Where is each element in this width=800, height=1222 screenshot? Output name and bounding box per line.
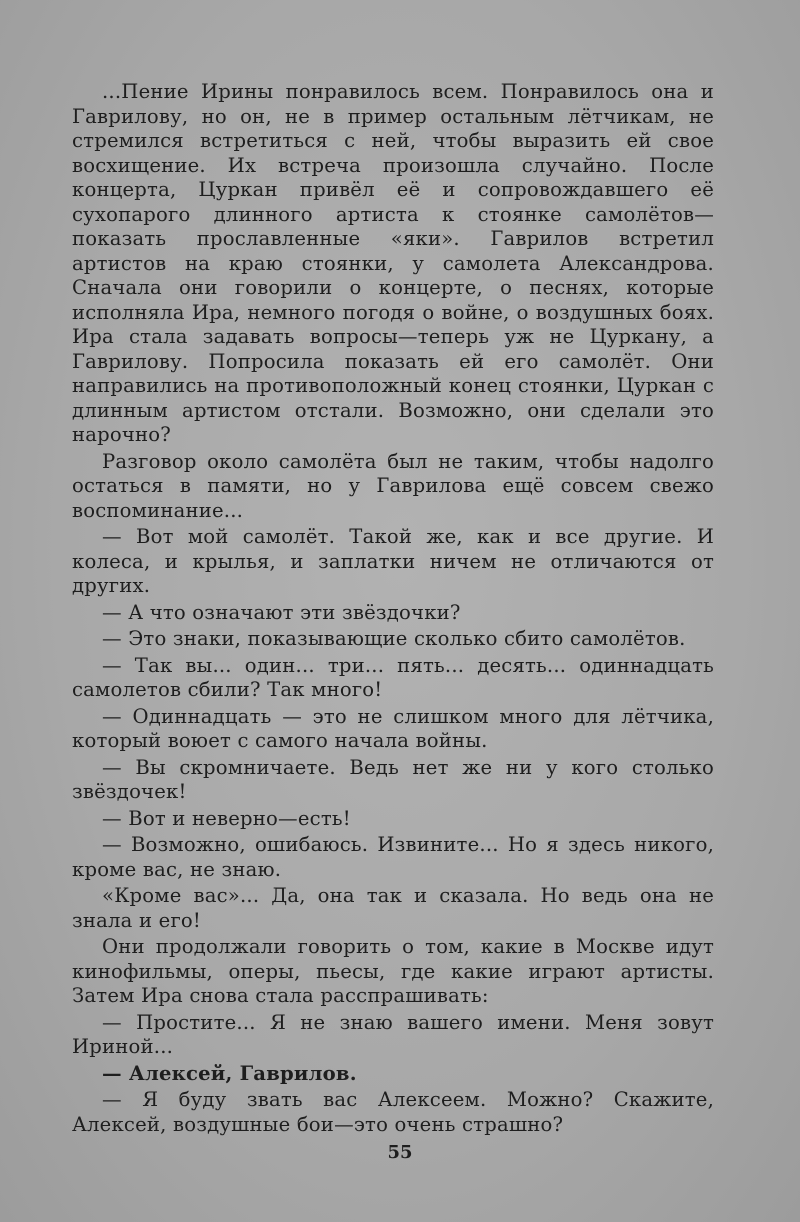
- paragraph: — Возможно, ошибаюсь. Извините... Но я здесь никого, кроме вас, не знаю.: [72, 833, 714, 881]
- paragraph: — А что означают эти звёздочки?: [102, 600, 461, 624]
- paragraph: — Это знаки, показывающие сколько сбито самолётов.: [102, 627, 686, 650]
- paragraph: — Вот мой самолёт. Такой же, как и все другие. И колеса, и крылья, и заплатки ничем не отличаются от других.: [72, 525, 714, 597]
- paragraph: — Простите... Я не знаю вашего имени. Меня зовут Ириной...: [72, 1010, 714, 1058]
- paragraph: — Одиннадцать — это не слишком много для лётчика, который воюет с самого начала войны.: [72, 704, 714, 752]
- paragraph: — Так вы... один... три... пять... десять... одиннадцать самолетов сбили? Так много!: [72, 653, 714, 701]
- paragraph: «Кроме вас»... Да, она так и сказала. Но ведь она не знала и его!: [72, 884, 714, 932]
- paragraph: ...Пение Ирины понравилось всем. Понравилось она и Гаврилову, но он, не в пример остальным лётчикам, не стремился встретиться с ней, чтобы выразить ей свое восхищение. Их встреча произошла случайно. После концерта, Цуркан привёл её и сопровождавшего её сухопарого длинного артиста к стоянке самолётов—показать прославленные «яки». Гаврилов встретил артистов на краю стоянки, у самолета Александрова. Сначала они говорили о концерте, о песнях, которые исполняла Ира, немного погодя о войне, о воздушных боях. Ира стала задавать вопросы—теперь уж не Цуркану, а Гаврилову. Попросила показать ей его самолёт. Они направились на противоположный конец стоянки, Цуркан с длинным артистом отстали. Возможно, они сделали это нарочно?: [72, 80, 714, 446]
- page-body-text: [72, 80, 714, 1137]
- paragraph: — Алексей, Гаврилов.: [102, 1061, 357, 1085]
- paragraph: Разговор около самолёта был не таким, чтобы надолго остаться в памяти, но у Гаврилова ещё совсем свежо воспоминание...: [72, 449, 714, 522]
- paragraph: — Вы скромничаете. Ведь нет же ни у кого столько звёздочек!: [72, 755, 714, 803]
- paragraph: Они продолжали говорить о том, какие в Москве идут кинофильмы, оперы, пьесы, где какие играют артисты. Затем Ира снова стала расспрашивать:: [72, 935, 714, 1007]
- paragraph: — Я буду звать вас Алексеем. Можно? Скажите, Алексей, воздушные бои—это очень страшно?: [72, 1088, 714, 1136]
- page-number: 55: [387, 1142, 413, 1163]
- paragraph: — Вот и неверно—есть!: [102, 806, 351, 830]
